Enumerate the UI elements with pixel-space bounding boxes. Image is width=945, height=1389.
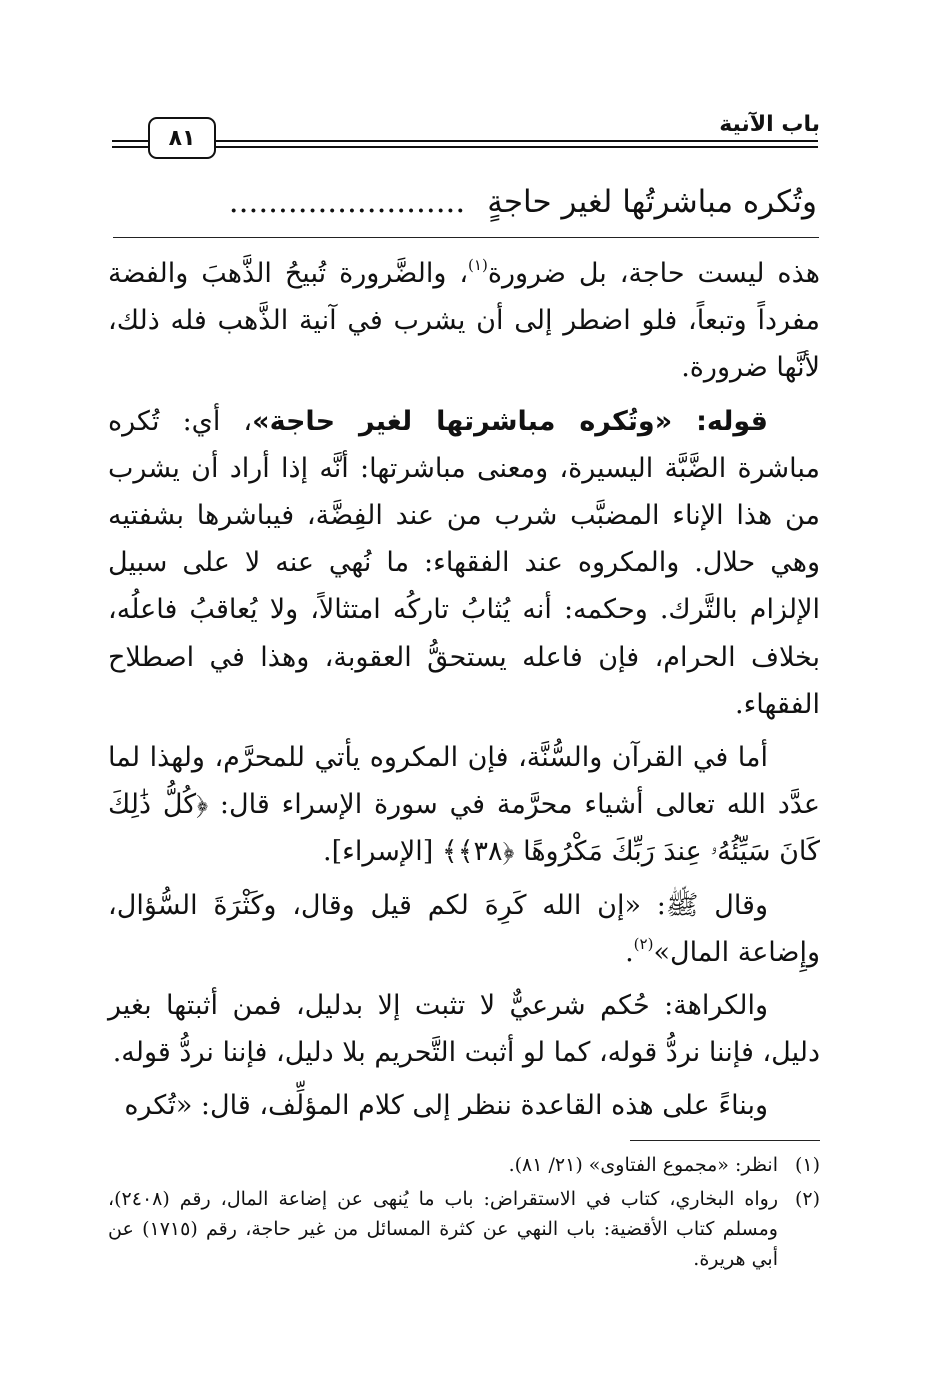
paragraph-4-end: .: [625, 936, 634, 968]
paragraph-1: [108, 250, 820, 392]
footnote-2-text: رواه البخاري، كتاب في الاستقراض: باب ما يُنهى عن إضاعة المال، رقم (٢٤٠٨)، ومسلم كتاب الأقضية: باب النهي عن كثرة المسائل من غير حاجة، رقم (١٧١٥) عن أبي هريرة.: [108, 1188, 778, 1270]
footnote-2: [108, 1184, 820, 1274]
footnote-ref-1: (١): [468, 256, 488, 274]
paragraph-4: [108, 882, 820, 976]
matn-divider: [113, 237, 819, 238]
footnote-1: [108, 1150, 820, 1180]
paragraph-4-text: وقال ﷺ: «إن الله كَرِهَ لكم قيل وقال، وكَثْرَةَ السُّؤال، وإِضاعة المال»: [108, 889, 820, 968]
paragraph-3: أما في القرآن والسُّنَّة، فإن المكروه يأتي للمحرَّم، ولهذا لما عدَّد الله تعالى أشياء محرَّمة في سورة الإسراء قال: ﴿كُلُّ ذَٰلِكَ كَانَ سَيِّئُهُۥ عِندَ رَبِّكَ مَكْرُوهًا ﴿٣٨﴾﴾ [الإسراء].: [108, 742, 820, 868]
paragraph-1-rest: ، والضَّرورة تُبيحُ الذَّهبَ والفضة مفرداً وتبعاً، فلو اضطر إلى أن يشرب في آنية الذَّهب فله ذلك، لأنَّها ضرورة.: [108, 258, 820, 384]
header-rule-right-top: [212, 140, 818, 142]
matn-line: [117, 180, 817, 224]
footnote-divider: [630, 1140, 820, 1141]
paragraph-1-start: هذه ليست حاجة، بل ضرورة: [487, 258, 820, 289]
paragraph-2-label: قوله: «وتُكره مباشرتها لغير حاجة»: [252, 405, 768, 437]
header-rule-left-bottom: [112, 146, 148, 148]
paragraph-2: [108, 398, 820, 728]
footnote-1-text: انظر: «مجموع الفتاوى» (٢١/ ٨١).: [508, 1154, 778, 1176]
paragraph-5: والكراهة: حُكم شرعيٌّ لا تثبت إلا بدليل، فمن أثبتها بغير دليل، فإننا نردُّ قوله، كما لو أثبت التَّحريم بلا دليل، فإننا نردُّ قوله.: [108, 990, 820, 1069]
header-rule-right-bottom: [212, 146, 818, 148]
matn-dots: ........................: [228, 184, 466, 220]
page-number-box: [148, 117, 216, 159]
footnote-1-number: (١): [794, 1154, 820, 1176]
running-title: باب الآنية: [719, 112, 820, 137]
footnote-2-number: (٢): [794, 1188, 820, 1210]
commentary-body: [108, 250, 820, 1130]
matn-text: وتُكره مباشرتُها لغير حاجةٍ: [487, 184, 817, 220]
paragraph-2-text: ، أي: تُكره مباشرة الضَّبَّة اليسيرة، ومعنى مباشرتها: أنَّه إذا أراد أن يشرب من هذا الإناء المضبَّب شرب من عند الفِضَّة، فيباشرها بشفتيه وهي حلال. والمكروه عند الفقهاء: ما نُهي عنه لا على سبيل الإلزام بالتَّرك. وحكمه: أنه يُثابُ تاركُه امتثالاً، ولا يُعاقبُ فاعلُه، بخلاف الحرام، فإن فاعله يستحقُّ العقوبة، وهذا في اصطلاح الفقهاء.: [108, 405, 820, 720]
footnotes: [108, 1150, 820, 1274]
paragraph-6: وبناءً على هذه القاعدة ننظر إلى كلام المؤلِّف، قال: «تُكره: [124, 1090, 768, 1122]
page-number: ٨١: [168, 125, 196, 151]
footnote-ref-2: (٢): [633, 934, 654, 953]
header-rule-left-top: [112, 140, 148, 142]
